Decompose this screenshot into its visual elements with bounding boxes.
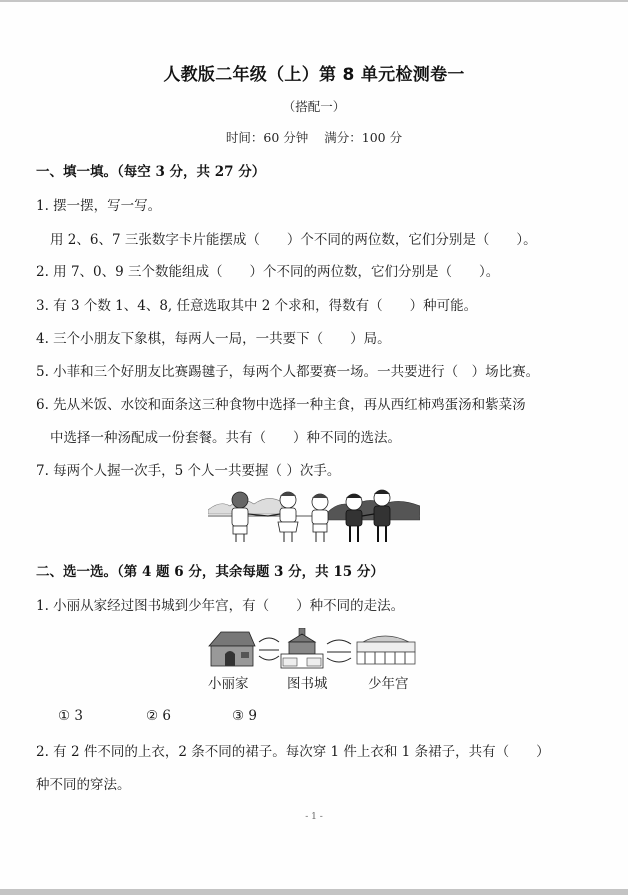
question-1-title: 1. 摆一摆，写一写。 bbox=[36, 198, 162, 214]
option-1: ① 3 bbox=[58, 708, 83, 724]
question-2: 2. 用 7、0、9 三个数能组成（ ）个不同的两位数，它们分别是（ ）。 bbox=[36, 264, 500, 280]
children-handshake-illustration bbox=[208, 486, 420, 546]
time-limit: 时间：60 分钟 bbox=[225, 130, 309, 145]
question-6-line1: 6. 先从米饭、水饺和面条这三种食物中选择一种主食，再从西红柿鸡蛋汤和紫菜汤 bbox=[36, 397, 526, 413]
route-illustration bbox=[205, 628, 425, 670]
full-score: 满分：100 分 bbox=[324, 130, 403, 145]
option-2: ② 6 bbox=[146, 708, 171, 724]
s2-question-2-line2: 种不同的穿法。 bbox=[36, 777, 131, 793]
place-home-label: 小丽家 bbox=[208, 676, 249, 692]
question-4: 4. 三个小朋友下象棋，每两人一局，一共要下（ ）局。 bbox=[36, 331, 391, 347]
page-title: 人教版二年级（上）第 8 单元检测卷一 bbox=[163, 65, 465, 85]
top-border bbox=[0, 0, 628, 2]
place-youth-palace-label: 少年宫 bbox=[368, 676, 409, 692]
question-3: 3. 有 3 个数 1、4、8, 任意选取其中 2 个求和，得数有（ ）种可能。 bbox=[36, 298, 478, 314]
s2-question-2-line1: 2. 有 2 件不同的上衣，2 条不同的裙子。每次穿 1 件上衣和 1 条裙子，共有（ ） bbox=[36, 744, 550, 760]
place-library-label: 图书城 bbox=[287, 676, 328, 692]
question-6-line2: 中选择一种汤配成一份套餐。共有（ ）种不同的选法。 bbox=[50, 430, 401, 446]
section1-heading: 一、填一填。（每空 3 分，共 27 分） bbox=[36, 164, 266, 180]
question-5: 5. 小菲和三个好朋友比赛踢毽子，每两个人都要赛一场。一共要进行（ ）场比赛。 bbox=[36, 364, 540, 380]
option-3: ③ 9 bbox=[232, 708, 257, 724]
bottom-border bbox=[0, 889, 628, 895]
page-number: - 1 - bbox=[305, 812, 323, 822]
question-1-text: 用 2、6、7 三张数字卡片能摆成（ ）个不同的两位数，它们分别是（ ）。 bbox=[50, 232, 537, 248]
house-icon bbox=[209, 632, 255, 666]
section2-heading: 二、选一选。（第 4 题 6 分，其余每题 3 分，共 15 分） bbox=[36, 564, 384, 580]
exam-meta bbox=[0, 128, 628, 146]
youth-palace-icon bbox=[357, 636, 415, 664]
s2-question-1: 1. 小丽从家经过图书城到少年宫，有（ ）种不同的走法。 bbox=[36, 598, 405, 614]
question-7: 7. 每两个人握一次手，5 个人一共要握（ ）次手。 bbox=[36, 463, 341, 479]
page-subtitle: （搭配一） bbox=[282, 99, 346, 114]
library-icon bbox=[281, 628, 323, 668]
